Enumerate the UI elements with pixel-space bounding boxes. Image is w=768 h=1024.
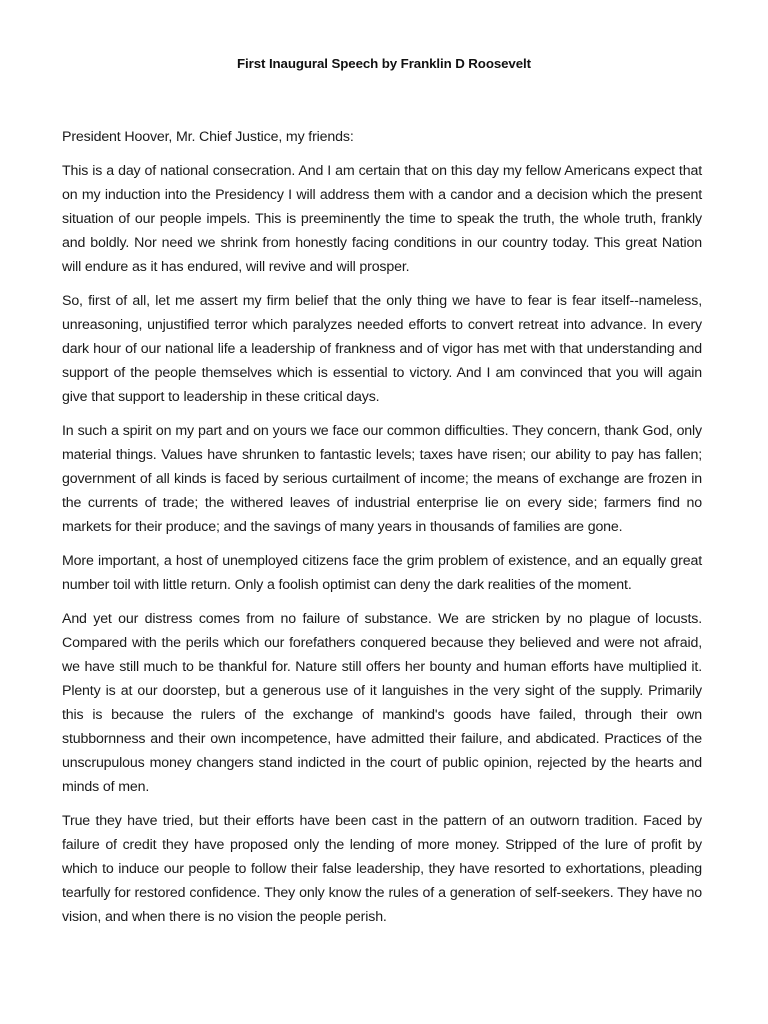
- paragraph-2: So, first of all, let me assert my firm belief that the only thing we have to fear is fear itself--nameless, unreasoning, unjustified terror which paralyzes needed efforts to convert retreat into advance. In every dark hour of our national life a leadership of frankness and of vigor has met with that understanding and support of the people themselves which is essential to victory. And I am convinced that you will again give that support to leadership in these critical days.: [62, 293, 702, 405]
- paragraph-4: More important, a host of unemployed citizens face the grim problem of existence, and an equally great number toil with little return. Only a foolish optimist can deny the dark realities of the moment.: [62, 553, 702, 593]
- paragraph-5: And yet our distress comes from no failure of substance. We are stricken by no plague of locusts. Compared with the perils which our forefathers conquered because they believed and were not afraid, we have still much to be thankful for. Nature still offers her bounty and human efforts have multiplied it. Plenty is at our doorstep, but a generous use of it languishes in the very sight of the supply. Primarily this is because the rulers of the exchange of mankind's goods have failed, through their own stubbornness and their own incompetence, have admitted their failure, and abdicated. Practices of the unscrupulous money changers stand indicted in the court of public opinion, rejected by the hearts and minds of men.: [62, 611, 702, 795]
- paragraph-1: This is a day of national consecration. And I am certain that on this day my fellow Americans expect that on my induction into the Presidency I will address them with a candor and a decision which the present situation of our people impels. This is preeminently the time to speak the truth, the whole truth, frankly and boldly. Nor need we shrink from honestly facing conditions in our country today. This great Nation will endure as it has endured, will revive and will prosper.: [62, 163, 702, 275]
- document-title: First Inaugural Speech by Franklin D Roosevelt: [237, 56, 531, 71]
- paragraph-3: In such a spirit on my part and on yours we face our common difficulties. They concern, thank God, only material things. Values have shrunken to fantastic levels; taxes have risen; our ability to pay has fallen; government of all kinds is faced by serious curtailment of income; the means of exchange are frozen in the currents of trade; the withered leaves of industrial enterprise lie on every side; farmers find no markets for their produce; and the savings of many years in thousands of families are gone.: [62, 423, 702, 535]
- salutation: President Hoover, Mr. Chief Justice, my friends:: [62, 129, 354, 145]
- paragraph-6: True they have tried, but their efforts have been cast in the pattern of an outworn tradition. Faced by failure of credit they have proposed only the lending of more money. Stripped of the lure of profit by which to induce our people to follow their false leadership, they have resorted to exhortations, pleading tearfully for restored confidence. They only know the rules of a generation of self-seekers. They have no vision, and when there is no vision the people perish.: [62, 813, 702, 925]
- document-body: [62, 125, 702, 939]
